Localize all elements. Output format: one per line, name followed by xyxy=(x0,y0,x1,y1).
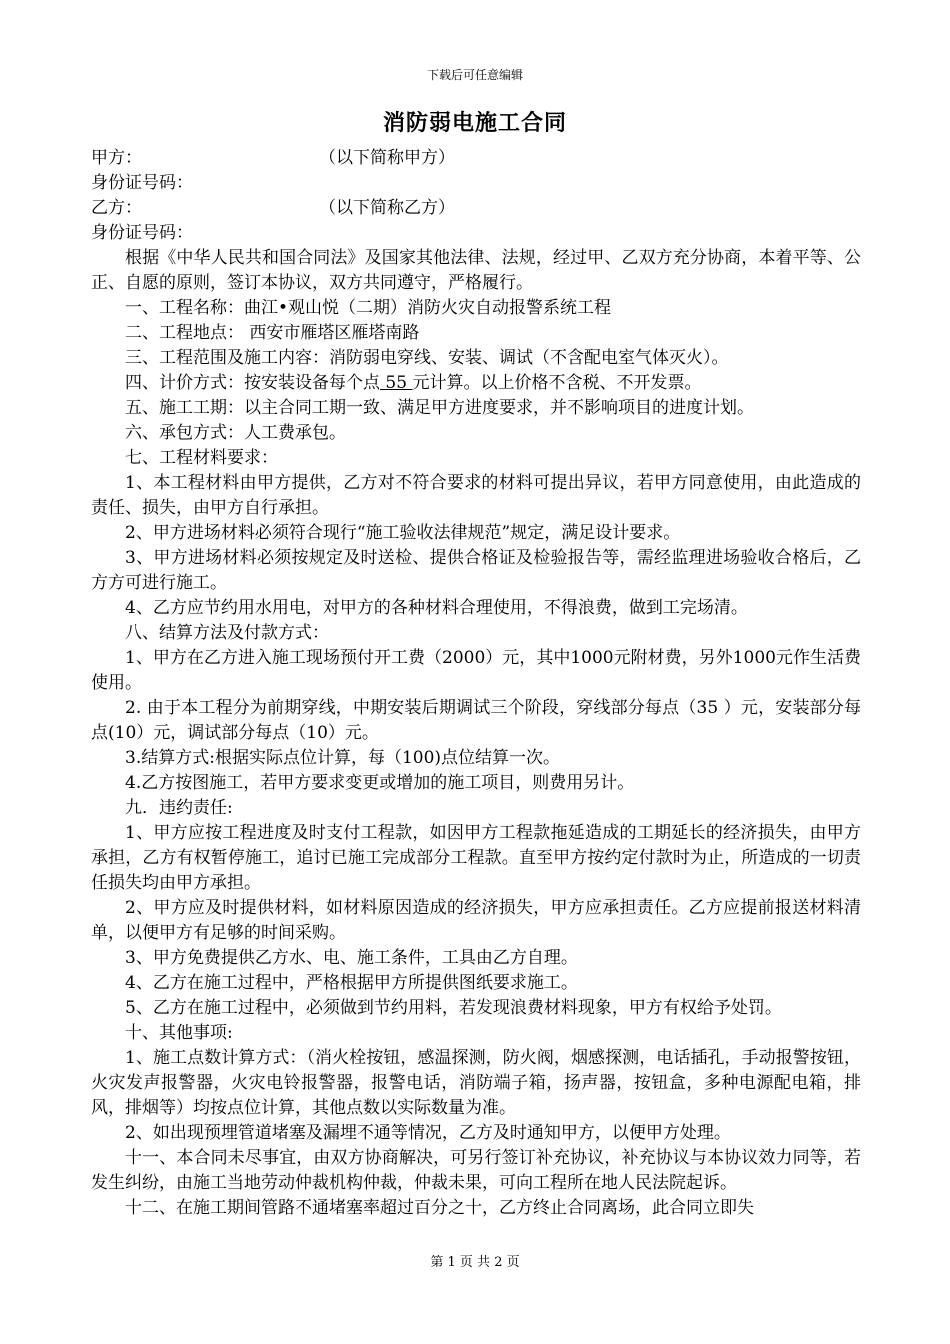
item-7-2: 2、甲方进场材料必须符合现行“施工验收法律规范”规定，满足设计要求。 xyxy=(125,523,681,543)
item-11: 十一、本合同未尽事宜，由双方协商解决，可另行签订补充协议，补充协议与本协议效力同等，若发生纠纷，由施工当地劳动仲裁机构仲裁，仲裁未果，可向工程所在地人民法院起诉。 xyxy=(91,1148,861,1193)
party-a-id: 身份证号码： xyxy=(91,173,193,193)
item-8-2: 2. 由于本工程分为前期穿线，中期安装后期调试三个阶段，穿线部分每点（35 ）元，安装部分每点(10）元，调试部分每点（10）元。 xyxy=(91,698,861,743)
intro-paragraph: 根据《中华人民共和国合同法》及国家其他法律、法规，经过甲、乙双方充分协商，本着平等、公正、自愿的原则，签订本协议，双方共同遵守，严格履行。 xyxy=(91,248,861,293)
party-a-row xyxy=(91,146,861,171)
party-b-note: （以下简称乙方） xyxy=(319,198,455,218)
party-a-label: 甲方： xyxy=(91,148,142,168)
item-8: 八、结算方法及付款方式： xyxy=(125,623,329,643)
page-footer: 第 1 页 共 2 页 xyxy=(430,1255,520,1270)
header-note: 下载后可任意编辑 xyxy=(426,68,523,82)
item-9-4: 4、乙方在施工过程中，严格根据甲方所提供图纸要求施工。 xyxy=(125,973,578,993)
party-a-note: （以下简称甲方） xyxy=(319,148,455,168)
contract-title: 消防弱电施工合同 xyxy=(382,110,567,136)
item-9-5: 5、乙方在施工过程中，必须做到节约用料，若发现浪费材料现象，甲方有权给予处罚。 xyxy=(125,998,782,1018)
item-9: 九．违约责任: xyxy=(125,798,233,818)
item-10-1: 1、施工点数计算方式：（消火栓按钮，感温探测，防火阀，烟感探测，电话插孔，手动报警按钮，火灾发声报警器，火灾电铃报警器，报警电话，消防端子箱，扬声器，按钮盒，多种电源配电箱，排风，排烟等）均按点位计算，其他点数以实际数量为准。 xyxy=(91,1048,861,1118)
item-4-pre: 四、计价方式：按安装设备每个点 xyxy=(125,373,380,393)
party-b-id: 身份证号码： xyxy=(91,223,193,243)
item-4-value: 55 xyxy=(380,373,413,393)
party-b-row xyxy=(91,196,861,221)
item-7-4: 4、乙方应节约用水用电，对甲方的各种材料合理使用，不得浪费，做到工完场清。 xyxy=(125,598,748,618)
item-9-2: 2、甲方应及时提供材料，如材料原因造成的经济损失，甲方应承担责任。乙方应提前报送材料清单，以便甲方有足够的时间采购。 xyxy=(91,898,861,943)
item-10-2: 2、如出现预埋管道堵塞及漏埋不通等情况，乙方及时通知甲方，以便甲方处理。 xyxy=(125,1123,731,1143)
item-9-1: 1、甲方应按工程进度及时支付工程款，如因甲方工程款拖延造成的工期延长的经济损失，由甲方承担，乙方有权暂停施工，追讨已施工完成部分工程款。直至甲方按约定付款时为止，所造成的一切责任损失均由甲方承担。 xyxy=(91,823,861,893)
item-10: 十、其他事项: xyxy=(125,1023,233,1043)
item-6: 六、承包方式：人工费承包。 xyxy=(125,423,346,443)
item-8-4: 4.乙方按图施工，若甲方要求变更或增加的施工项目，则费用另计。 xyxy=(125,773,635,793)
item-4 xyxy=(91,371,861,396)
item-7: 七、工程材料要求： xyxy=(125,448,278,468)
item-7-1: 1、本工程材料由甲方提供，乙方对不符合要求的材料可提出异议，若甲方同意使用，由此造成的责任、损失，由甲方自行承担。 xyxy=(91,473,861,518)
item-7-3: 3、甲方进场材料必须按规定及时送检、提供合格证及检验报告等，需经监理进场验收合格后，乙方方可进行施工。 xyxy=(91,548,861,593)
item-3: 三、工程范围及施工内容：消防弱电穿线、安装、调试（不含配电室气体灭火）。 xyxy=(125,348,729,368)
contract-body xyxy=(91,146,861,1221)
item-5: 五、施工工期：以主合同工期一致、满足甲方进度要求，并不影响项目的进度计划。 xyxy=(125,398,754,418)
party-b-label: 乙方： xyxy=(91,198,142,218)
item-2: 二、工程地点： 西安市雁塔区雁塔南路 xyxy=(125,323,420,343)
item-1: 一、工程名称：曲江•观山悦（二期）消防火灾自动报警系统工程 xyxy=(125,298,612,318)
item-8-3: 3.结算方式:根据实际点位计算，每（100)点位结算一次。 xyxy=(125,748,561,768)
item-4-post: 元计算。以上价格不含税、不开发票。 xyxy=(412,373,702,393)
item-8-1: 1、甲方在乙方进入施工现场预付开工费（2000）元，其中1000元附材费，另外1000元作生活费使用。 xyxy=(91,648,861,693)
item-9-3: 3、甲方免费提供乙方水、电、施工条件，工具由乙方自理。 xyxy=(125,948,578,968)
item-12: 十二、在施工期间管路不通堵塞率超过百分之十，乙方终止合同离场，此合同立即失 xyxy=(125,1198,754,1218)
